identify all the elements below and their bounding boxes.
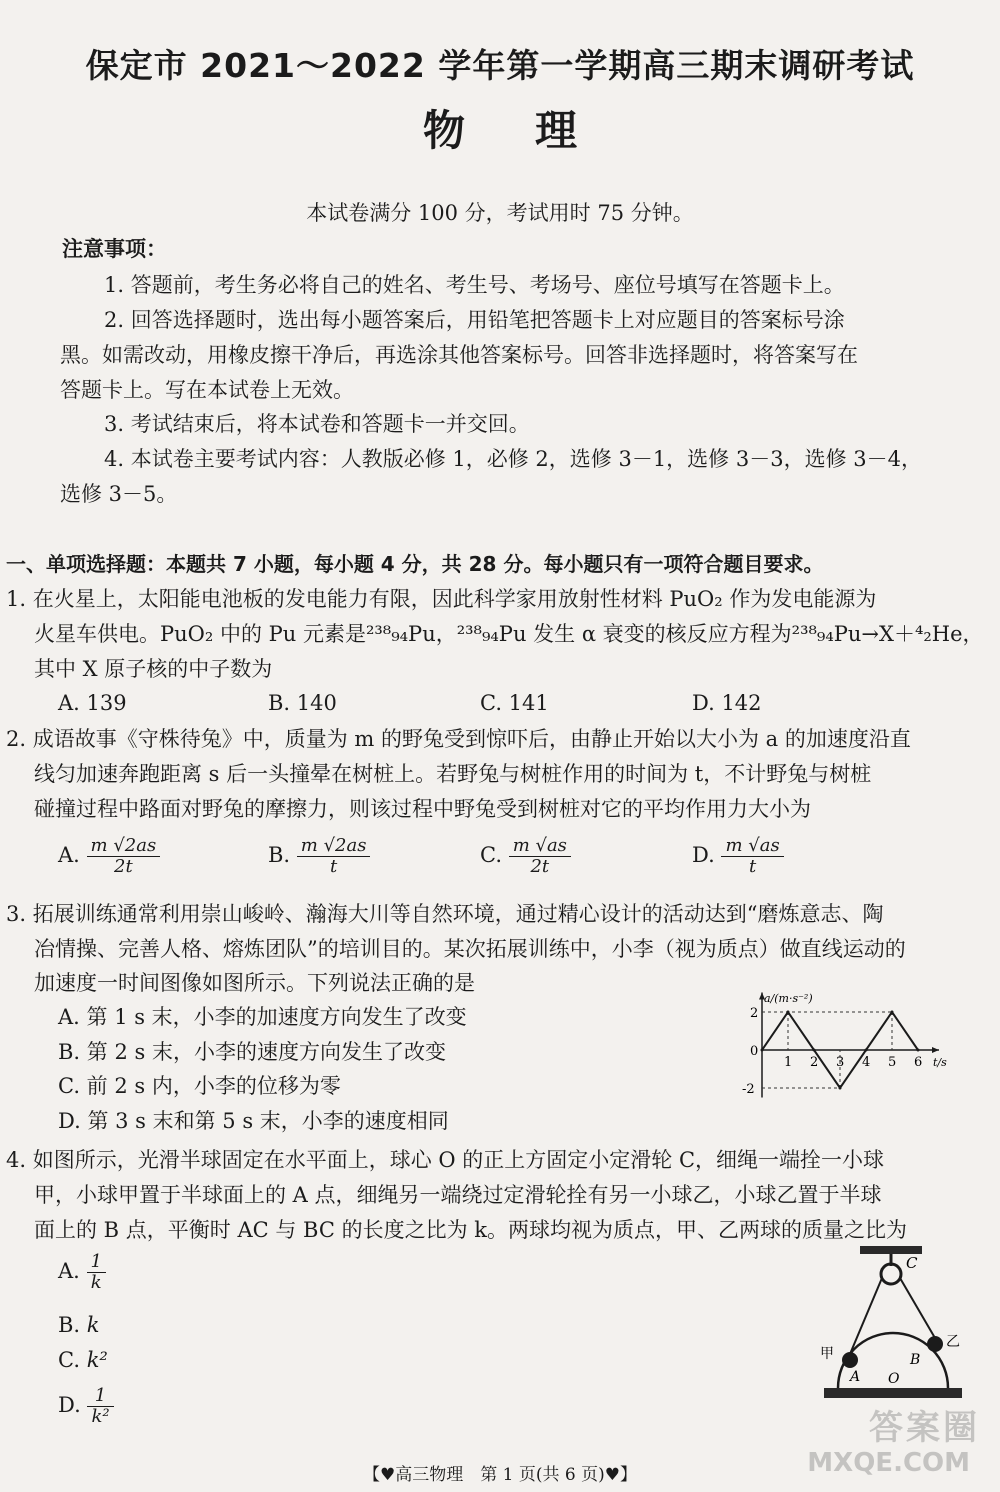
notice-line-2: 2. 回答选择题时，选出每小题答案后，用铅笔把答题卡上对应题目的答案标号涂 — [104, 308, 845, 332]
pulley-label-c: C — [906, 1254, 918, 1272]
q2-option-c[interactable] — [480, 836, 571, 877]
q4-option-c-label: C. — [58, 1348, 80, 1372]
q4-option-d-fraction — [87, 1386, 113, 1427]
point-label-b: B — [910, 1352, 921, 1368]
q2-option-b[interactable] — [268, 836, 370, 877]
hemisphere-pulley-figure — [810, 1238, 970, 1410]
notice-line-5: 3. 考试结束后，将本试卷和答题卡一并交回。 — [104, 412, 530, 436]
q2-line-3: 碰撞过程中路面对野兔的摩擦力，则该过程中野兔受到树桩对它的平均作用力大小为 — [34, 797, 811, 821]
x-axis-label: t/s — [933, 1056, 947, 1069]
y-tick-label: -2 — [742, 1082, 755, 1097]
numerator: 1 — [87, 1386, 113, 1407]
q2-option-d-label: D. — [692, 843, 715, 867]
watermark-logo: 答案圈 — [869, 1408, 980, 1448]
q4-line-1: 4. 如图所示，光滑半球固定在水平面上，球心 O 的正上方固定小定滑轮 C，细绳一端拴一小球 — [6, 1148, 885, 1172]
numerator: m √2as — [87, 836, 161, 857]
numerator: m √2as — [297, 836, 371, 857]
exam-info: 本试卷满分 100 分，考试用时 75 分钟。 — [306, 201, 694, 225]
subject-title: 物理 — [422, 106, 647, 155]
y-axis-label: a/(m·s⁻²) — [764, 992, 813, 1005]
ball-yi — [927, 1336, 943, 1352]
q4-option-b-label: B. — [58, 1313, 81, 1337]
ground-base — [824, 1388, 962, 1398]
numerator: m √as — [509, 836, 571, 857]
q3-option-a[interactable]: A. 第 1 s 末，小李的加速度方向发生了改变 — [58, 1005, 467, 1029]
q4-option-c-text: k² — [86, 1348, 108, 1372]
notice-heading: 注意事项： — [62, 237, 167, 261]
q2-option-b-label: B. — [268, 843, 291, 867]
q1-line-2: 火星车供电。PuO₂ 中的 Pu 元素是²³⁸₉₄Pu，²³⁸₉₄Pu 发生 α 衰变的核反应方程为²³⁸₉₄Pu→X＋⁴₂He， — [34, 622, 984, 646]
denominator: t — [330, 856, 338, 877]
q4-line-3: 面上的 B 点，平衡时 AC 与 BC 的长度之比为 k。两球均视为质点，甲、乙两球的质量之比为 — [34, 1218, 908, 1242]
x-tick-label: 6 — [914, 1055, 923, 1070]
notice-line-1: 1. 答题前，考生务必将自己的姓名、考生号、考场号、座位号填写在答题卡上。 — [104, 273, 845, 297]
data-point — [839, 1087, 842, 1090]
section-heading: 一、单项选择题：本题共 7 小题，每小题 4 分，共 28 分。每小题只有一项符合题目要求。 — [6, 552, 824, 576]
q4-option-d-label: D. — [58, 1393, 81, 1417]
x-tick-label: 4 — [862, 1055, 871, 1070]
q1-option-a[interactable]: A. 139 — [58, 691, 127, 715]
q2-line-2: 线匀加速奔跑距离 s 后一头撞晕在树桩上。若野兔与树桩作用的时间为 t，不计野兔与树桩 — [34, 762, 872, 786]
label-jia: 甲 — [820, 1346, 834, 1362]
page-footer: 【♥高三物理 第 1 页(共 6 页)♥】 — [363, 1465, 637, 1485]
y-tick-label: 0 — [750, 1044, 759, 1059]
q1-line-3: 其中 X 原子核的中子数为 — [34, 657, 273, 681]
denominator: k — [90, 1272, 102, 1293]
x-tick-label: 3 — [836, 1055, 845, 1070]
x-tick-label: 5 — [888, 1055, 897, 1070]
chart-group — [742, 992, 947, 1098]
q2-option-c-fraction — [509, 836, 571, 877]
numerator: 1 — [87, 1252, 106, 1273]
q3-option-b[interactable]: B. 第 2 s 末，小李的速度方向发生了改变 — [58, 1040, 446, 1064]
data-point — [813, 1049, 816, 1052]
data-point — [917, 1049, 920, 1052]
notice-line-6: 4. 本试卷主要考试内容：人教版必修 1，必修 2，选修 3－1，选修 3－3，选修 3－4， — [104, 447, 922, 471]
q2-line-1: 2. 成语故事《守株待兔》中，质量为 m 的野兔受到惊吓后，由静止开始以大小为 a 的加速度沿直 — [6, 727, 911, 751]
data-point — [891, 1011, 894, 1014]
data-point — [787, 1011, 790, 1014]
q4-option-d[interactable] — [58, 1386, 114, 1427]
ball-jia — [842, 1352, 858, 1368]
q3-line-1: 3. 拓展训练通常利用崇山峻岭、瀚海大川等自然环境，通过精心设计的活动达到“磨炼意志、陶 — [6, 902, 884, 926]
notice-line-4: 答题卡上。写在本试卷上无效。 — [60, 378, 354, 402]
data-point — [865, 1049, 868, 1052]
label-yi: 乙 — [946, 1334, 960, 1350]
q4-option-a-label: A. — [58, 1259, 80, 1283]
q1-option-c[interactable]: C. 141 — [480, 691, 549, 715]
q2-option-d-fraction — [721, 836, 783, 877]
x-axis-arrow — [932, 1047, 939, 1053]
rope-bc — [900, 1278, 935, 1338]
denominator: t — [748, 856, 757, 877]
acceleration-time-chart — [730, 992, 980, 1104]
q4-option-a[interactable] — [58, 1252, 106, 1293]
q4-line-2: 甲，小球甲置于半球面上的 A 点，细绳另一端绕过定滑轮拴有另一小球乙，小球乙置于半球 — [34, 1183, 882, 1207]
denominator: 2t — [114, 856, 133, 877]
q4-option-a-fraction — [87, 1252, 106, 1293]
q4-option-c[interactable] — [58, 1343, 108, 1377]
q3-line-3: 加速度一时间图像如图所示。下列说法正确的是 — [34, 971, 475, 995]
q2-option-a-label: A. — [58, 843, 80, 867]
exam-title: 保定市 2021～2022 学年第一学期高三期末调研考试 — [85, 46, 915, 85]
q1-option-b[interactable]: B. 140 — [268, 691, 337, 715]
point-label-o: O — [888, 1371, 900, 1387]
numerator: m √as — [721, 836, 783, 857]
q4-option-b-text: k — [86, 1313, 100, 1337]
denominator: 2t — [530, 856, 550, 877]
notice-line-7: 选修 3－5。 — [60, 482, 178, 506]
q3-option-c[interactable]: C. 前 2 s 内，小李的位移为零 — [58, 1074, 341, 1098]
q3-line-2: 冶情操、完善人格、熔炼团队”的培训目的。某次拓展训练中，小李（视为质点）做直线运动的 — [34, 937, 906, 961]
q1-line-1: 1. 在火星上，太阳能电池板的发电能力有限，因此科学家用放射性材料 PuO₂ 作为发电能源为 — [6, 587, 877, 611]
point-label-a: A — [850, 1369, 861, 1385]
q2-option-a[interactable] — [58, 836, 160, 877]
x-tick-label: 2 — [810, 1055, 819, 1070]
q3-option-d[interactable]: D. 第 3 s 末和第 5 s 末，小李的速度相同 — [58, 1109, 449, 1133]
rope-ac — [850, 1278, 882, 1354]
data-point — [761, 1049, 764, 1052]
denominator: k² — [91, 1406, 110, 1427]
q2-option-d[interactable] — [692, 836, 784, 877]
ceiling-mount — [860, 1246, 922, 1254]
notice-line-3: 黑。如需改动，用橡皮擦干净后，再选涂其他答案标号。回答非选择题时，将答案写在 — [60, 343, 858, 367]
q2-option-a-fraction — [87, 836, 161, 877]
q1-option-d[interactable]: D. 142 — [692, 691, 762, 715]
q2-option-c-label: C. — [480, 843, 502, 867]
x-tick-label: 1 — [784, 1055, 793, 1070]
q4-option-b[interactable] — [58, 1308, 100, 1342]
q2-option-b-fraction — [297, 836, 371, 877]
pulley-wheel — [881, 1264, 901, 1284]
watermark-site: MXQE.COM — [807, 1448, 970, 1478]
y-tick-label: 2 — [750, 1006, 759, 1021]
